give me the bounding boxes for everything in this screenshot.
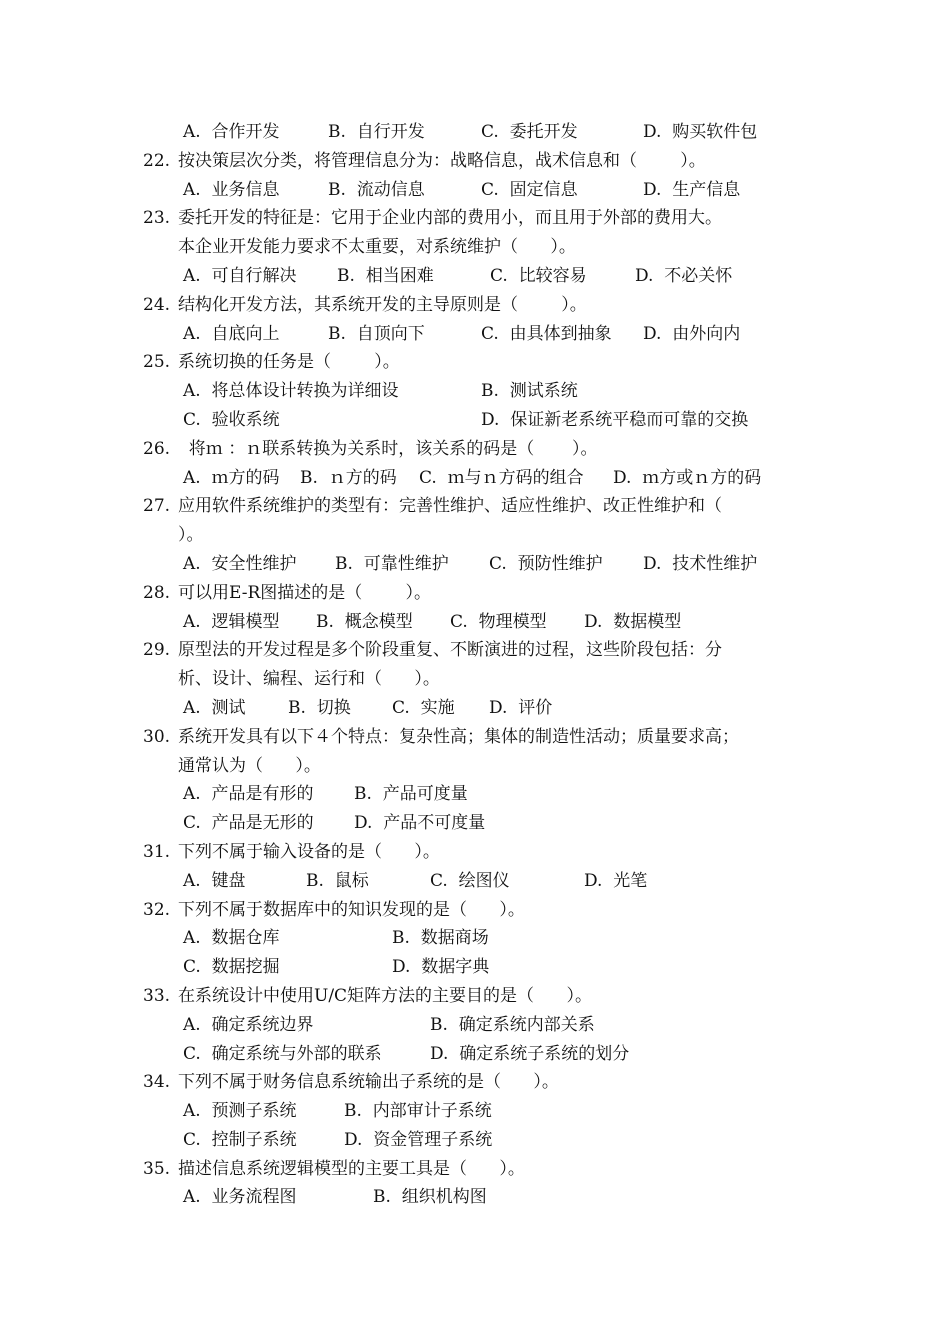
question-text: 系统开发具有以下４个特点：复杂性高；集体的制造性活动；质量要求高； xyxy=(178,726,739,747)
question-text-continued: 通常认为（ ）。 xyxy=(178,755,321,776)
question-text-continued: 析、设计、编程、运行和（ ）。 xyxy=(178,669,440,690)
question-text: 可以用E-R图描述的是（ ）。 xyxy=(178,582,431,603)
question-line xyxy=(0,838,950,867)
question-continuation-line xyxy=(0,665,950,694)
answer-option: B. 产品可度量 xyxy=(354,784,468,805)
question-text-continued: ）。 xyxy=(178,525,204,546)
answer-option: B. 自行开发 xyxy=(328,122,425,142)
answer-option: C. 验收系统 xyxy=(183,409,280,430)
question-number: 32. xyxy=(143,899,171,920)
question-number: 24. xyxy=(143,294,171,315)
question-continuation-line xyxy=(0,233,950,262)
question-number: 30. xyxy=(143,726,171,747)
answer-option: C. 绘图仪 xyxy=(430,870,510,891)
question-text-continued: 本企业开发能力要求不太重要，对系统维护（ ）。 xyxy=(178,237,576,258)
question-text: 描述信息系统逻辑模型的主要工具是（ ）。 xyxy=(178,1158,525,1179)
answer-option: C. 物理模型 xyxy=(450,611,547,632)
question-line xyxy=(0,348,950,377)
options-line xyxy=(0,1097,950,1126)
question-text: 系统切换的任务是（ ）。 xyxy=(178,352,400,373)
answer-option: A. 安全性维护 xyxy=(183,553,297,574)
question-number: 23. xyxy=(143,208,171,229)
answer-option: C. 确定系统与外部的联系 xyxy=(183,1043,382,1064)
options-line xyxy=(0,406,950,435)
question-text: 结构化开发方法，其系统开发的主导原则是（ ）。 xyxy=(178,294,587,315)
answer-option: D. ｍ方或ｎ方的码 xyxy=(613,467,762,488)
answer-option: C. 委托开发 xyxy=(481,122,578,142)
answer-option: C. 数据挖掘 xyxy=(183,957,280,978)
options-line xyxy=(0,1011,950,1040)
options-line xyxy=(0,176,950,205)
answer-option: B. 流动信息 xyxy=(328,179,425,200)
answer-option: D. 资金管理子系统 xyxy=(344,1129,493,1150)
answer-option: B. 自顶向下 xyxy=(328,323,425,344)
question-line xyxy=(0,291,950,320)
options-line xyxy=(0,694,950,723)
answer-option: D. 技术性维护 xyxy=(643,553,758,574)
answer-option: D. 确定系统子系统的划分 xyxy=(430,1043,630,1064)
options-line xyxy=(0,118,950,147)
answer-option: C. 产品是无形的 xyxy=(183,813,314,834)
answer-option: B. 确定系统内部关系 xyxy=(430,1014,595,1035)
question-number: 31. xyxy=(143,841,171,862)
answer-option: D. 由外向内 xyxy=(643,323,741,344)
options-line xyxy=(0,320,950,349)
question-number: 34. xyxy=(143,1072,171,1093)
answer-option: B. 鼠标 xyxy=(306,870,369,891)
question-line xyxy=(0,636,950,665)
options-line xyxy=(0,1126,950,1155)
question-number: 33. xyxy=(143,985,171,1006)
answer-option: D. 购买软件包 xyxy=(643,122,758,142)
question-number: 27. xyxy=(143,496,171,517)
answer-option: A. 合作开发 xyxy=(183,122,280,142)
answer-option: C. 预防性维护 xyxy=(489,553,603,574)
options-line xyxy=(0,809,950,838)
answer-option: A. ｍ方的码 xyxy=(183,467,280,488)
answer-option: D. 产品不可度量 xyxy=(354,813,486,834)
answer-option: D. 数据模型 xyxy=(584,611,682,632)
options-line xyxy=(0,924,950,953)
options-line xyxy=(0,608,950,637)
answer-option: A. 可自行解决 xyxy=(183,265,297,286)
answer-option: C. 由具体到抽象 xyxy=(481,323,612,344)
answer-option: C. 实施 xyxy=(392,697,455,718)
question-text: 按决策层次分类，将管理信息分为：战略信息，战术信息和（ ）。 xyxy=(178,150,706,171)
question-number: 28. xyxy=(143,582,171,603)
answer-option: A. 测试 xyxy=(183,697,246,718)
answer-option: D. 光笔 xyxy=(584,870,648,891)
question-text: 下列不属于输入设备的是（ ）。 xyxy=(178,841,440,862)
question-line xyxy=(0,1155,950,1184)
question-text: 将ｍ ：ｎ联系转换为关系时，该关系的码是（ ）。 xyxy=(178,438,598,459)
answer-option: A. 数据仓库 xyxy=(183,928,280,949)
question-line xyxy=(0,435,950,464)
answer-option: A. 自底向上 xyxy=(183,323,280,344)
question-line xyxy=(0,896,950,925)
answer-option: B. 内部审计子系统 xyxy=(344,1101,492,1122)
answer-option: B. 测试系统 xyxy=(481,381,578,402)
question-text: 下列不属于数据库中的知识发现的是（ ）。 xyxy=(178,899,525,920)
question-line xyxy=(0,204,950,233)
question-text: 应用软件系统维护的类型有：完善性维护、适应性维护、改正性维护和（ xyxy=(178,496,722,517)
question-number: 35. xyxy=(143,1158,171,1179)
answer-option: C. 控制子系统 xyxy=(183,1129,297,1150)
question-text: 委托开发的特征是：它用于企业内部的费用小，而且用于外部的费用大。 xyxy=(178,208,722,229)
question-number: 26. xyxy=(143,438,171,459)
answer-option: B. ｎ方的码 xyxy=(300,467,397,488)
question-text: 下列不属于财务信息系统输出子系统的是（ ）。 xyxy=(178,1072,559,1093)
options-line xyxy=(0,867,950,896)
question-list xyxy=(0,118,950,1212)
answer-option: D. 不必关怀 xyxy=(635,265,733,286)
answer-option: B. 数据商场 xyxy=(392,928,489,949)
answer-option: A. 业务信息 xyxy=(183,179,280,200)
question-line xyxy=(0,147,950,176)
answer-option: C. 比较容易 xyxy=(490,265,587,286)
question-number: 29. xyxy=(143,640,171,661)
question-line xyxy=(0,579,950,608)
answer-option: D. 数据字典 xyxy=(392,957,490,978)
options-line xyxy=(0,780,950,809)
question-line xyxy=(0,723,950,752)
answer-option: B. 切换 xyxy=(288,697,351,718)
answer-option: D. 生产信息 xyxy=(643,179,741,200)
question-number: 22. xyxy=(143,150,171,171)
question-line xyxy=(0,492,950,521)
question-line xyxy=(0,982,950,1011)
options-line xyxy=(0,1183,950,1212)
options-line xyxy=(0,550,950,579)
answer-option: B. 可靠性维护 xyxy=(335,553,449,574)
question-text: 在系统设计中使用U/C矩阵方法的主要目的是（ ）。 xyxy=(178,985,592,1006)
options-line xyxy=(0,377,950,406)
answer-option: A. 预测子系统 xyxy=(183,1101,297,1122)
answer-option: B. 相当困难 xyxy=(337,265,434,286)
answer-option: A. 键盘 xyxy=(183,870,246,891)
answer-option: D. 评价 xyxy=(489,697,553,718)
options-line xyxy=(0,262,950,291)
question-text: 原型法的开发过程是多个阶段重复、不断演进的过程，这些阶段包括：分 xyxy=(178,640,722,661)
question-number: 25. xyxy=(143,352,171,373)
answer-option: A. 确定系统边界 xyxy=(183,1014,314,1035)
answer-option: C. 固定信息 xyxy=(481,179,578,200)
answer-option: A. 业务流程图 xyxy=(183,1187,297,1208)
answer-option: D. 保证新老系统平稳而可靠的交换 xyxy=(481,409,749,430)
question-continuation-line xyxy=(0,521,950,550)
options-line xyxy=(0,953,950,982)
options-line xyxy=(0,464,950,493)
answer-option: B. 组织机构图 xyxy=(373,1187,487,1208)
answer-option: C. ｍ与ｎ方码的组合 xyxy=(419,467,584,488)
answer-option: A. 逻辑模型 xyxy=(183,611,280,632)
answer-option: B. 概念模型 xyxy=(316,611,413,632)
answer-option: A. 将总体设计转换为详细设 xyxy=(183,381,399,402)
options-line xyxy=(0,1040,950,1069)
question-continuation-line xyxy=(0,752,950,781)
answer-option: A. 产品是有形的 xyxy=(183,784,314,805)
question-line xyxy=(0,1068,950,1097)
